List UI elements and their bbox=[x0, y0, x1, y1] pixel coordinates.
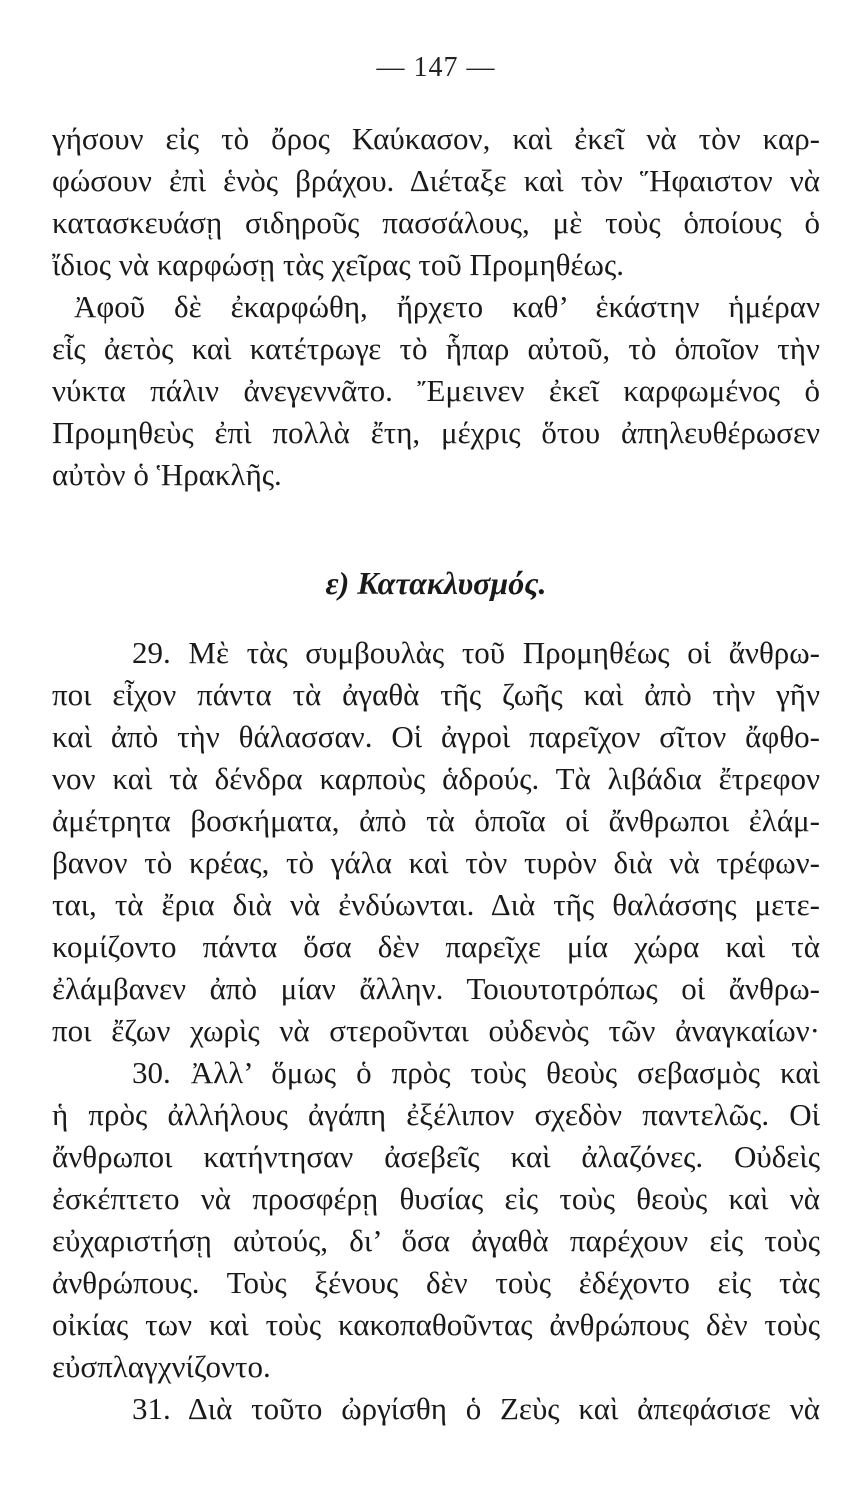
text-line: Προμηθεὺς ἐπὶ πολλὰ ἔτη, μέχρις ὅτου ἀπηλευθέρωσεν bbox=[52, 415, 820, 450]
text-line: ἡ πρὸς ἀλλήλους ἀγάπη ἐξέλιπον σχεδὸν παντελῶς. Οἱ bbox=[52, 1097, 820, 1132]
text-line: ποι εἶχον πάντα τὰ ἀγαθὰ τῆς ζωῆς καὶ ἀπὸ τὴν γῆν bbox=[52, 677, 820, 712]
text-line: ἄνθρωποι κατήντησαν ἀσεβεῖς καὶ ἀλαζόνες. Οὐδεὶς bbox=[52, 1139, 820, 1174]
text-line: ἀμέτρητα βοσκήματα, ἀπὸ τὰ ὁποῖα οἱ ἄνθρωποι ἐλάμ- bbox=[52, 803, 820, 838]
book-page bbox=[52, 0, 820, 1500]
text-line: καὶ ἀπὸ τὴν θάλασσαν. Οἱ ἀγροὶ παρεῖχον σῖτον ἄφθο- bbox=[52, 719, 820, 754]
text-line: ἐλάμβανεν ἀπὸ μίαν ἄλλην. Τοιουτοτρόπως οἱ ἄνθρω- bbox=[52, 971, 820, 1006]
text-line: ἴδιος νὰ καρφώσῃ τὰς χεῖρας τοῦ Προμηθέως. bbox=[52, 247, 624, 282]
text-line: βανον τὸ κρέας, τὸ γάλα καὶ τὸν τυρὸν διὰ νὰ τρέφων- bbox=[52, 845, 820, 880]
text-line: ποι ἔζων χωρὶς νὰ στεροῦνται οὐδενὸς τῶν ἀναγκαίων· bbox=[52, 1013, 820, 1048]
text-line: κομίζοντο πάντα ὅσα δὲν παρεῖχε μία χώρα καὶ τὰ bbox=[52, 929, 820, 964]
text-line: γήσουν εἰς τὸ ὄρος Καύκασον, καὶ ἐκεῖ νὰ τὸν καρ- bbox=[52, 121, 820, 156]
text-line: αὐτὸν ὁ Ἡρακλῆς. bbox=[52, 457, 282, 492]
text-line: 30. Ἀλλ’ ὅμως ὁ πρὸς τοὺς θεοὺς σεβασμὸς καὶ bbox=[132, 1055, 820, 1090]
page-number: — 147 — bbox=[376, 52, 496, 83]
text-line: νον καὶ τὰ δένδρα καρποὺς ἁδρούς. Τὰ λιβάδια ἔτρεφον bbox=[52, 761, 820, 796]
text-line: ἐσκέπτετο νὰ προσφέρῃ θυσίας εἰς τοὺς θεοὺς καὶ νὰ bbox=[52, 1181, 820, 1216]
text-line: νύκτα πάλιν ἀνεγεννᾶτο. Ἔμεινεν ἐκεῖ καρφωμένος ὁ bbox=[52, 373, 820, 408]
text-line: 31. Διὰ τοῦτο ὠργίσθη ὁ Ζεὺς καὶ ἀπεφάσισε νὰ bbox=[132, 1391, 820, 1426]
text-line: ἀνθρώπους. Τοὺς ξένους δὲν τοὺς ἐδέχοντο εἰς τὰς bbox=[52, 1265, 820, 1300]
text-line: οἰκίας των καὶ τοὺς κακοπαθοῦντας ἀνθρώπους δὲν τοὺς bbox=[52, 1307, 820, 1342]
text-line: 29. Μὲ τὰς συμβουλὰς τοῦ Προμηθέως οἱ ἄνθρω- bbox=[132, 635, 820, 670]
text-line: φώσουν ἐπὶ ἑνὸς βράχου. Διέταξε καὶ τὸν Ἥφαιστον νὰ bbox=[52, 163, 820, 198]
text-line: εἷς ἀετὸς καὶ κατέτρωγε τὸ ἧπαρ αὐτοῦ, τὸ ὁποῖον τὴν bbox=[52, 331, 820, 366]
section-title: ε) Κατακλυσμός. bbox=[325, 565, 547, 601]
text-line: ται, τὰ ἔρια διὰ νὰ ἐνδύωνται. Διὰ τῆς θαλάσσης μετε- bbox=[52, 887, 820, 922]
text-line: Ἀφοῦ δὲ ἐκαρφώθη, ἤρχετο καθ’ ἑκάστην ἡμέραν bbox=[74, 289, 820, 324]
text-line: εὐχαριστήσῃ αὐτούς, δι’ ὅσα ἀγαθὰ παρέχουν εἰς τοὺς bbox=[52, 1223, 820, 1258]
text-line: κατασκευάσῃ σιδηροῦς πασσάλους, μὲ τοὺς ὁποίους ὁ bbox=[52, 205, 820, 240]
text-line: εὐσπλαγχνίζοντο. bbox=[52, 1349, 271, 1384]
